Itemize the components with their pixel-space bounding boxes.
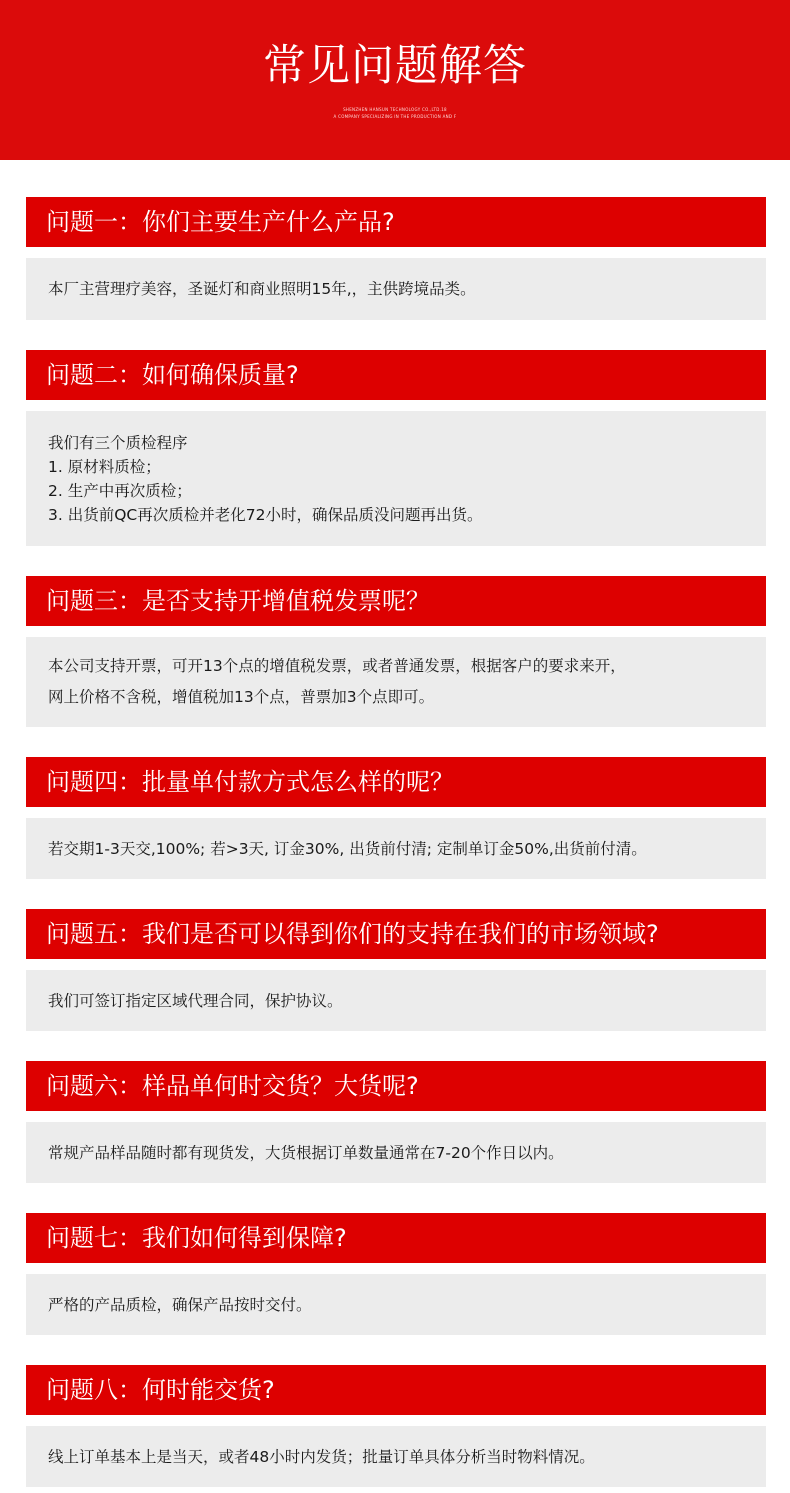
faq-answer-5	[26, 970, 766, 1031]
answer-line: 网上价格不含税，增值税加13个点，普票加3个点即可。	[48, 688, 435, 706]
page-title: 常见问题解答	[263, 41, 527, 91]
answer-line: 本厂主营理疗美容，圣诞灯和商业照明15年,，主供跨境品类。	[48, 280, 476, 298]
faq-question-7: 问题七：我们如何得到保障?	[26, 1213, 766, 1263]
faq-question-1: 问题一：你们主要生产什么产品?	[26, 197, 766, 247]
faq-answer-8	[26, 1426, 766, 1487]
faq-question-2: 问题二：如何确保质量?	[26, 350, 766, 400]
faq-answer-1	[26, 258, 766, 320]
faq-answer-6	[26, 1122, 766, 1183]
faq-question-3: 问题三：是否支持开增值税发票呢？	[26, 576, 766, 626]
answer-line: 常规产品样品随时都有现货发，大货根据订单数量通常在7-20个作日以内。	[48, 1143, 564, 1162]
faq-question-6: 问题六：样品单何时交货？大货呢?	[26, 1061, 766, 1111]
answer-line: 我们有三个质检程序	[48, 433, 188, 452]
faq-answer-2	[26, 411, 766, 546]
header-banner	[0, 0, 790, 160]
faq-question-4: 问题四：批量单付款方式怎么样的呢？	[26, 757, 766, 807]
faq-answer-7	[26, 1274, 766, 1335]
faq-question-8: 问题八：何时能交货?	[26, 1365, 766, 1415]
faq-answer-4	[26, 818, 766, 879]
answer-line: 2. 生产中再次质检；	[48, 481, 192, 500]
answer-line: 本公司支持开票，可开13个点的增值税发票，或者普通发票，根据客户的要求来开，	[48, 657, 626, 675]
answer-line: 若交期1-3天交,100%; 若>3天, 订金30%, 出货前付清; 定制单订金50%,出货前付清。	[48, 839, 647, 858]
answer-line: 我们可签订指定区域代理合同，保护协议。	[48, 991, 343, 1010]
answer-line: 线上订单基本上是当天，或者48小时内发货；批量订单具体分析当时物料情况。	[48, 1447, 595, 1466]
answer-line: 3. 出货前QC再次质检并老化72小时，确保品质没问题再出货。	[48, 505, 483, 524]
answer-line: 1. 原材料质检；	[48, 457, 161, 476]
faq-answer-3	[26, 637, 766, 727]
answer-line: 严格的产品质检，确保产品按时交付。	[48, 1295, 312, 1314]
faq-question-5: 问题五：我们是否可以得到你们的支持在我们的市场领域?	[26, 909, 766, 959]
banner-subtitle-line2: A COMPANY SPECIALIZING IN THE PRODUCTION AND F	[333, 114, 457, 119]
banner-subtitle-line1: SHENZHEN HANSUN TECHNOLOGY CO.,LTD.18	[343, 107, 447, 112]
